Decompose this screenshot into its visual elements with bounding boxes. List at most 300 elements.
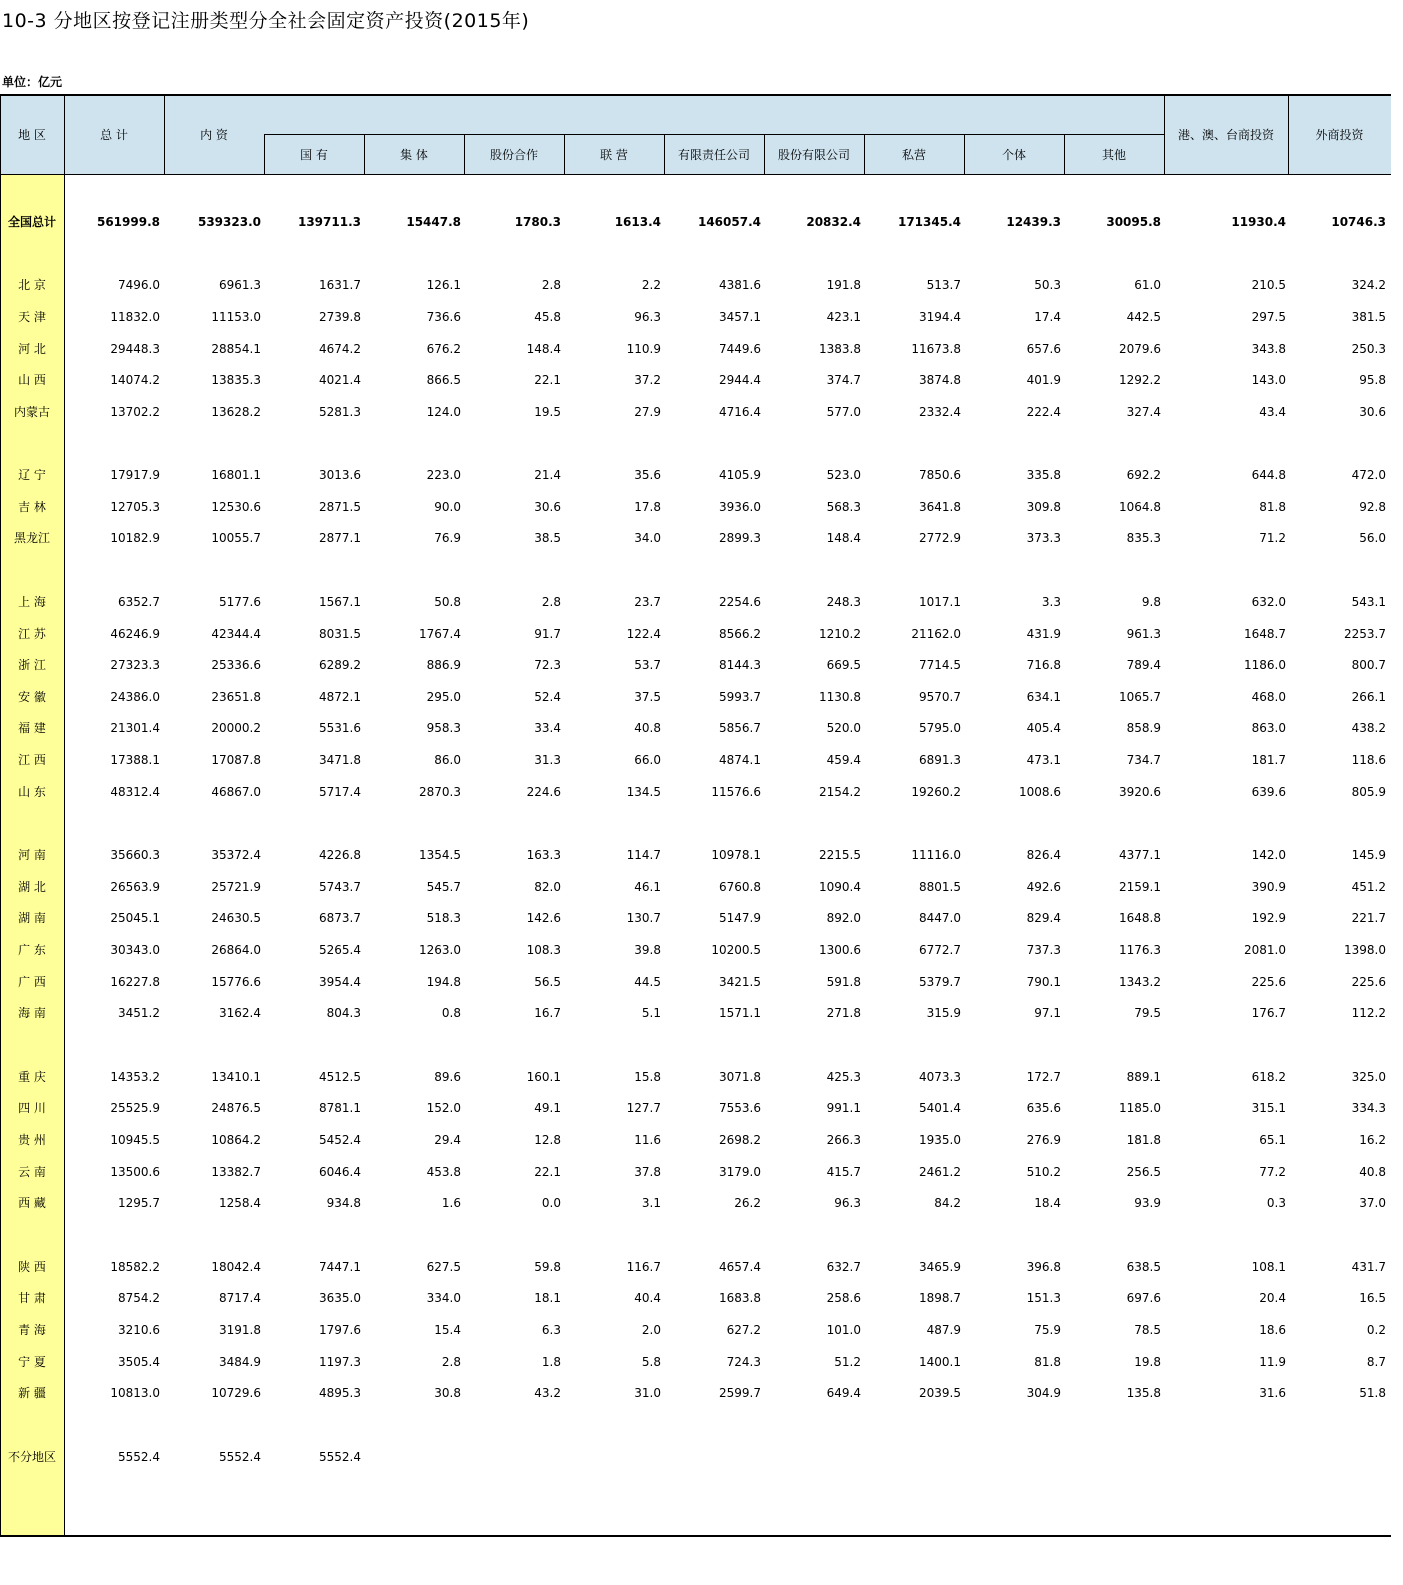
- cell-value: 78.5: [1134, 1323, 1161, 1337]
- cell-value: 13382.7: [211, 1165, 261, 1179]
- cell-value: 2159.1: [1119, 880, 1161, 894]
- cell-value: 627.2: [726, 1323, 761, 1337]
- cell-value: 523.0: [826, 468, 861, 482]
- cell-value: 334.3: [1351, 1101, 1386, 1115]
- cell-value: 266.3: [826, 1133, 861, 1147]
- cell-value: 0.0: [541, 1196, 561, 1210]
- header-hmt: 港、澳、台商投资: [1177, 128, 1274, 142]
- cell-value: 627.5: [426, 1260, 461, 1274]
- cell-value: 826.4: [1026, 848, 1061, 862]
- cell-value: 297.5: [1251, 310, 1286, 324]
- row-region: 安 徽: [18, 690, 46, 704]
- cell-value: 373.3: [1026, 531, 1061, 545]
- cell-value: 171345.4: [897, 215, 961, 229]
- cell-value: 52.4: [534, 690, 561, 704]
- cell-value: 77.2: [1259, 1165, 1286, 1179]
- cell-value: 8566.2: [719, 627, 761, 641]
- cell-value: 5147.9: [719, 911, 761, 925]
- cell-value: 51.2: [834, 1355, 861, 1369]
- cell-value: 1343.2: [1119, 975, 1161, 989]
- cell-value: 46867.0: [211, 785, 261, 799]
- cell-value: 46.1: [634, 880, 661, 894]
- unit-label: 单位：亿元: [2, 75, 63, 89]
- cell-value: 12.8: [534, 1133, 561, 1147]
- header-sub-1: 集 体: [400, 148, 428, 162]
- cell-value: 135.8: [1126, 1386, 1161, 1400]
- cell-value: 6352.7: [118, 595, 160, 609]
- cell-value: 1197.3: [319, 1355, 361, 1369]
- cell-value: 639.6: [1251, 785, 1286, 799]
- cell-value: 1176.3: [1119, 943, 1161, 957]
- cell-value: 17087.8: [211, 753, 261, 767]
- cell-value: 160.1: [526, 1070, 561, 1084]
- cell-value: 4226.8: [319, 848, 361, 862]
- cell-value: 48312.4: [110, 785, 160, 799]
- cell-value: 8781.1: [319, 1101, 361, 1115]
- cell-value: 250.3: [1351, 342, 1386, 356]
- cell-value: 40.8: [1359, 1165, 1386, 1179]
- cell-value: 61.0: [1134, 278, 1161, 292]
- cell-value: 6891.3: [919, 753, 961, 767]
- cell-value: 181.7: [1251, 753, 1286, 767]
- cell-value: 25045.1: [110, 911, 160, 925]
- cell-value: 266.1: [1351, 690, 1386, 704]
- cell-value: 2944.4: [719, 373, 761, 387]
- cell-value: 11.9: [1259, 1355, 1286, 1369]
- cell-value: 11930.4: [1231, 215, 1286, 229]
- cell-value: 5.8: [641, 1355, 661, 1369]
- cell-value: 1935.0: [919, 1133, 961, 1147]
- cell-value: 309.8: [1026, 500, 1061, 514]
- cell-value: 176.7: [1251, 1006, 1286, 1020]
- cell-value: 5177.6: [219, 595, 261, 609]
- cell-value: 8.7: [1366, 1355, 1386, 1369]
- cell-value: 2739.8: [319, 310, 361, 324]
- header-region: 地 区: [18, 128, 46, 142]
- cell-value: 221.7: [1351, 911, 1386, 925]
- cell-value: 2332.4: [919, 405, 961, 419]
- header-sub-5: 股份有限公司: [777, 148, 850, 162]
- cell-value: 1898.7: [919, 1291, 961, 1305]
- cell-value: 276.9: [1026, 1133, 1061, 1147]
- cell-value: 192.9: [1251, 911, 1286, 925]
- cell-value: 191.8: [826, 278, 861, 292]
- cell-value: 697.6: [1126, 1291, 1161, 1305]
- cell-value: 459.4: [826, 753, 861, 767]
- cell-value: 1683.8: [719, 1291, 761, 1305]
- cell-value: 6961.3: [219, 278, 261, 292]
- header-sub-7: 个体: [1001, 148, 1026, 162]
- cell-value: 34.0: [634, 531, 661, 545]
- cell-value: 1185.0: [1119, 1101, 1161, 1115]
- cell-value: 2215.5: [819, 848, 861, 862]
- cell-value: 1263.0: [419, 943, 461, 957]
- cell-value: 958.3: [426, 721, 461, 735]
- cell-value: 3071.8: [719, 1070, 761, 1084]
- cell-value: 0.8: [441, 1006, 461, 1020]
- header-total: 总 计: [100, 128, 128, 142]
- cell-value: 1383.8: [819, 342, 861, 356]
- cell-value: 863.0: [1251, 721, 1286, 735]
- cell-value: 1090.4: [819, 880, 861, 894]
- cell-value: 8031.5: [319, 627, 361, 641]
- cell-value: 473.1: [1026, 753, 1061, 767]
- header-sub-0: 国 有: [300, 148, 328, 162]
- cell-value: 35.6: [634, 468, 661, 482]
- cell-value: 101.0: [826, 1323, 861, 1337]
- row-region: 北 京: [18, 278, 46, 292]
- cell-value: 17917.9: [110, 468, 160, 482]
- cell-value: 50.8: [434, 595, 461, 609]
- cell-value: 24386.0: [110, 690, 160, 704]
- cell-value: 858.9: [1126, 721, 1161, 735]
- cell-value: 29448.3: [110, 342, 160, 356]
- header-sub-6: 私营: [901, 148, 926, 162]
- cell-value: 31.3: [534, 753, 561, 767]
- cell-value: 335.8: [1026, 468, 1061, 482]
- cell-value: 487.9: [926, 1323, 961, 1337]
- cell-value: 5281.3: [319, 405, 361, 419]
- cell-value: 127.7: [626, 1101, 661, 1115]
- cell-value: 223.0: [426, 468, 461, 482]
- cell-value: 16.2: [1359, 1133, 1386, 1147]
- cell-value: 4073.3: [919, 1070, 961, 1084]
- cell-value: 224.6: [526, 785, 561, 799]
- cell-value: 568.3: [826, 500, 861, 514]
- cell-value: 5795.0: [919, 721, 961, 735]
- cell-value: 644.8: [1251, 468, 1286, 482]
- cell-value: 148.4: [526, 342, 561, 356]
- row-region: 宁 夏: [18, 1355, 46, 1369]
- cell-value: 736.6: [426, 310, 461, 324]
- cell-value: 737.3: [1026, 943, 1061, 957]
- cell-value: 2081.0: [1244, 943, 1286, 957]
- row-region: 江 西: [18, 753, 46, 767]
- cell-value: 11832.0: [110, 310, 160, 324]
- cell-value: 43.4: [1259, 405, 1286, 419]
- cell-value: 716.8: [1026, 658, 1061, 672]
- cell-value: 5552.4: [118, 1450, 160, 1464]
- cell-value: 2599.7: [719, 1386, 761, 1400]
- cell-value: 304.9: [1026, 1386, 1061, 1400]
- cell-value: 2871.5: [319, 500, 361, 514]
- cell-value: 7714.5: [919, 658, 961, 672]
- cell-value: 11673.8: [911, 342, 961, 356]
- cell-value: 3451.2: [118, 1006, 160, 1020]
- cell-value: 6046.4: [319, 1165, 361, 1179]
- cell-value: 172.7: [1026, 1070, 1061, 1084]
- cell-value: 42344.4: [211, 627, 261, 641]
- cell-value: 12530.6: [211, 500, 261, 514]
- cell-value: 30.6: [534, 500, 561, 514]
- cell-value: 8144.3: [719, 658, 761, 672]
- cell-value: 3920.6: [1119, 785, 1161, 799]
- cell-value: 692.2: [1126, 468, 1161, 482]
- cell-value: 676.2: [426, 342, 461, 356]
- cell-value: 401.9: [1026, 373, 1061, 387]
- cell-value: 46246.9: [110, 627, 160, 641]
- cell-value: 1613.4: [614, 215, 661, 229]
- cell-value: 1008.6: [1019, 785, 1061, 799]
- row-region: 黑龙江: [13, 531, 50, 545]
- row-region: 广 西: [18, 975, 46, 989]
- cell-value: 790.1: [1026, 975, 1061, 989]
- cell-value: 16.5: [1359, 1291, 1386, 1305]
- cell-value: 13835.3: [211, 373, 261, 387]
- cell-value: 492.6: [1026, 880, 1061, 894]
- cell-value: 1780.3: [514, 215, 561, 229]
- cell-value: 18042.4: [211, 1260, 261, 1274]
- cell-value: 468.0: [1251, 690, 1286, 704]
- cell-value: 2079.6: [1119, 342, 1161, 356]
- cell-value: 5743.7: [319, 880, 361, 894]
- cell-value: 10200.5: [711, 943, 761, 957]
- cell-value: 1.8: [541, 1355, 561, 1369]
- cell-value: 17388.1: [110, 753, 160, 767]
- cell-value: 124.0: [426, 405, 461, 419]
- cell-value: 142.6: [526, 911, 561, 925]
- cell-value: 11576.6: [711, 785, 761, 799]
- cell-value: 181.8: [1126, 1133, 1161, 1147]
- cell-value: 866.5: [426, 373, 461, 387]
- cell-value: 65.1: [1259, 1133, 1286, 1147]
- cell-value: 438.2: [1351, 721, 1386, 735]
- sub-header-rule: [264, 134, 1164, 135]
- cell-value: 18.1: [534, 1291, 561, 1305]
- cell-value: 81.8: [1259, 500, 1286, 514]
- cell-value: 7447.1: [319, 1260, 361, 1274]
- cell-value: 539323.0: [197, 215, 261, 229]
- cell-value: 1398.0: [1344, 943, 1386, 957]
- cell-value: 3194.4: [919, 310, 961, 324]
- cell-value: 18.4: [1034, 1196, 1061, 1210]
- cell-value: 2698.2: [719, 1133, 761, 1147]
- cell-value: 1400.1: [919, 1355, 961, 1369]
- cell-value: 45.8: [534, 310, 561, 324]
- cell-value: 35660.3: [110, 848, 160, 862]
- cell-value: 1292.2: [1119, 373, 1161, 387]
- cell-value: 11116.0: [911, 848, 961, 862]
- cell-value: 17.4: [1034, 310, 1061, 324]
- cell-value: 18.6: [1259, 1323, 1286, 1337]
- cell-value: 31.0: [634, 1386, 661, 1400]
- cell-value: 3210.6: [118, 1323, 160, 1337]
- cell-value: 0.3: [1266, 1196, 1286, 1210]
- cell-value: 324.2: [1351, 278, 1386, 292]
- cell-value: 6772.7: [919, 943, 961, 957]
- cell-value: 71.2: [1259, 531, 1286, 545]
- cell-value: 1767.4: [419, 627, 461, 641]
- cell-value: 5552.4: [319, 1450, 361, 1464]
- cell-value: 6873.7: [319, 911, 361, 925]
- cell-value: 26864.0: [211, 943, 261, 957]
- table-bottom-rule: [0, 1535, 1391, 1537]
- cell-value: 12705.3: [110, 500, 160, 514]
- cell-value: 315.1: [1251, 1101, 1286, 1115]
- row-region: 河 南: [18, 848, 46, 862]
- cell-value: 7553.6: [719, 1101, 761, 1115]
- cell-value: 22.1: [534, 1165, 561, 1179]
- cell-value: 130.7: [626, 911, 661, 925]
- cell-value: 12439.3: [1006, 215, 1061, 229]
- cell-value: 10813.0: [110, 1386, 160, 1400]
- cell-value: 37.8: [634, 1165, 661, 1179]
- cell-value: 72.3: [534, 658, 561, 672]
- cell-value: 635.6: [1026, 1101, 1061, 1115]
- cell-value: 513.7: [926, 278, 961, 292]
- table-title: 10-3 分地区按登记注册类型分全社会固定资产投资(2015年): [2, 10, 530, 32]
- cell-value: 30.6: [1359, 405, 1386, 419]
- cell-value: 122.4: [626, 627, 661, 641]
- cell-value: 5531.6: [319, 721, 361, 735]
- cell-value: 21.4: [534, 468, 561, 482]
- cell-value: 669.5: [826, 658, 861, 672]
- cell-value: 1.6: [441, 1196, 461, 1210]
- cell-value: 66.0: [634, 753, 661, 767]
- cell-value: 934.8: [326, 1196, 361, 1210]
- cell-value: 1648.8: [1119, 911, 1161, 925]
- cell-value: 2253.7: [1344, 627, 1386, 641]
- cell-value: 10746.3: [1331, 215, 1386, 229]
- cell-value: 961.3: [1126, 627, 1161, 641]
- cell-value: 38.5: [534, 531, 561, 545]
- cell-value: 75.9: [1034, 1323, 1061, 1337]
- row-region: 青 海: [18, 1323, 46, 1337]
- cell-value: 3457.1: [719, 310, 761, 324]
- cell-value: 14353.2: [110, 1070, 160, 1084]
- row-region: 河 北: [18, 342, 46, 356]
- cell-value: 13702.2: [110, 405, 160, 419]
- cell-value: 1130.8: [819, 690, 861, 704]
- cell-value: 396.8: [1026, 1260, 1061, 1274]
- cell-value: 89.6: [434, 1070, 461, 1084]
- cell-value: 10055.7: [211, 531, 261, 545]
- cell-value: 1295.7: [118, 1196, 160, 1210]
- cell-value: 334.0: [426, 1291, 461, 1305]
- cell-value: 2.2: [641, 278, 661, 292]
- cell-value: 518.3: [426, 911, 461, 925]
- cell-value: 3874.8: [919, 373, 961, 387]
- row-region: 四 川: [18, 1101, 46, 1115]
- header-sub-8: 其他: [1101, 148, 1126, 162]
- cell-value: 327.4: [1126, 405, 1161, 419]
- cell-value: 5993.7: [719, 690, 761, 704]
- cell-value: 3484.9: [219, 1355, 261, 1369]
- cell-value: 40.4: [634, 1291, 661, 1305]
- cell-value: 225.6: [1251, 975, 1286, 989]
- cell-value: 248.3: [826, 595, 861, 609]
- cell-value: 43.2: [534, 1386, 561, 1400]
- cell-value: 886.9: [426, 658, 461, 672]
- cell-value: 96.3: [834, 1196, 861, 1210]
- row-region: 贵 州: [18, 1133, 46, 1147]
- header-bottom-rule: [0, 174, 1391, 175]
- cell-value: 889.1: [1126, 1070, 1161, 1084]
- cell-value: 4381.6: [719, 278, 761, 292]
- cell-value: 5.1: [641, 1006, 661, 1020]
- row-region: 不分地区: [7, 1450, 56, 1464]
- cell-value: 35372.4: [211, 848, 261, 862]
- cell-value: 2461.2: [919, 1165, 961, 1179]
- cell-value: 381.5: [1351, 310, 1386, 324]
- cell-value: 16227.8: [110, 975, 160, 989]
- cell-value: 343.8: [1251, 342, 1286, 356]
- cell-value: 2.8: [541, 595, 561, 609]
- cell-value: 638.5: [1126, 1260, 1161, 1274]
- cell-value: 3641.8: [919, 500, 961, 514]
- cell-value: 20000.2: [211, 721, 261, 735]
- cell-value: 21162.0: [911, 627, 961, 641]
- cell-value: 258.6: [826, 1291, 861, 1305]
- row-region: 上 海: [18, 595, 46, 609]
- row-region: 海 南: [18, 1006, 46, 1020]
- cell-value: 2254.6: [719, 595, 761, 609]
- cell-value: 425.3: [826, 1070, 861, 1084]
- cell-value: 805.9: [1351, 785, 1386, 799]
- cell-value: 25336.6: [211, 658, 261, 672]
- cell-value: 295.0: [426, 690, 461, 704]
- cell-value: 5717.4: [319, 785, 361, 799]
- cell-value: 451.2: [1351, 880, 1386, 894]
- cell-value: 3954.4: [319, 975, 361, 989]
- cell-value: 37.5: [634, 690, 661, 704]
- cell-value: 2772.9: [919, 531, 961, 545]
- cell-value: 4716.4: [719, 405, 761, 419]
- cell-value: 15447.8: [406, 215, 461, 229]
- cell-value: 44.5: [634, 975, 661, 989]
- cell-value: 11153.0: [211, 310, 261, 324]
- cell-value: 4872.1: [319, 690, 361, 704]
- cell-value: 30095.8: [1106, 215, 1161, 229]
- row-region: 西 藏: [18, 1196, 46, 1210]
- cell-value: 789.4: [1126, 658, 1161, 672]
- cell-value: 37.0: [1359, 1196, 1386, 1210]
- cell-value: 545.7: [426, 880, 461, 894]
- cell-value: 7850.6: [919, 468, 961, 482]
- cell-value: 510.2: [1026, 1165, 1061, 1179]
- cell-value: 14074.2: [110, 373, 160, 387]
- cell-value: 27323.3: [110, 658, 160, 672]
- cell-value: 800.7: [1351, 658, 1386, 672]
- cell-value: 315.9: [926, 1006, 961, 1020]
- cell-value: 3013.6: [319, 468, 361, 482]
- header-domestic: 内 资: [200, 128, 228, 142]
- cell-value: 0.2: [1366, 1323, 1386, 1337]
- cell-value: 96.3: [634, 310, 661, 324]
- cell-value: 29.4: [434, 1133, 461, 1147]
- cell-value: 618.2: [1251, 1070, 1286, 1084]
- cell-value: 17.8: [634, 500, 661, 514]
- cell-value: 13500.6: [110, 1165, 160, 1179]
- cell-value: 86.0: [434, 753, 461, 767]
- cell-value: 1571.1: [719, 1006, 761, 1020]
- cell-value: 4021.4: [319, 373, 361, 387]
- cell-value: 256.5: [1126, 1165, 1161, 1179]
- cell-value: 4512.5: [319, 1070, 361, 1084]
- cell-value: 145.9: [1351, 848, 1386, 862]
- cell-value: 734.7: [1126, 753, 1161, 767]
- cell-value: 10182.9: [110, 531, 160, 545]
- cell-value: 18582.2: [110, 1260, 160, 1274]
- row-region: 辽 宁: [18, 468, 46, 482]
- cell-value: 3471.8: [319, 753, 361, 767]
- cell-value: 24630.5: [211, 911, 261, 925]
- cell-value: 2877.1: [319, 531, 361, 545]
- cell-value: 5452.4: [319, 1133, 361, 1147]
- cell-value: 6.3: [541, 1323, 561, 1337]
- cell-value: 82.0: [534, 880, 561, 894]
- cell-value: 33.4: [534, 721, 561, 735]
